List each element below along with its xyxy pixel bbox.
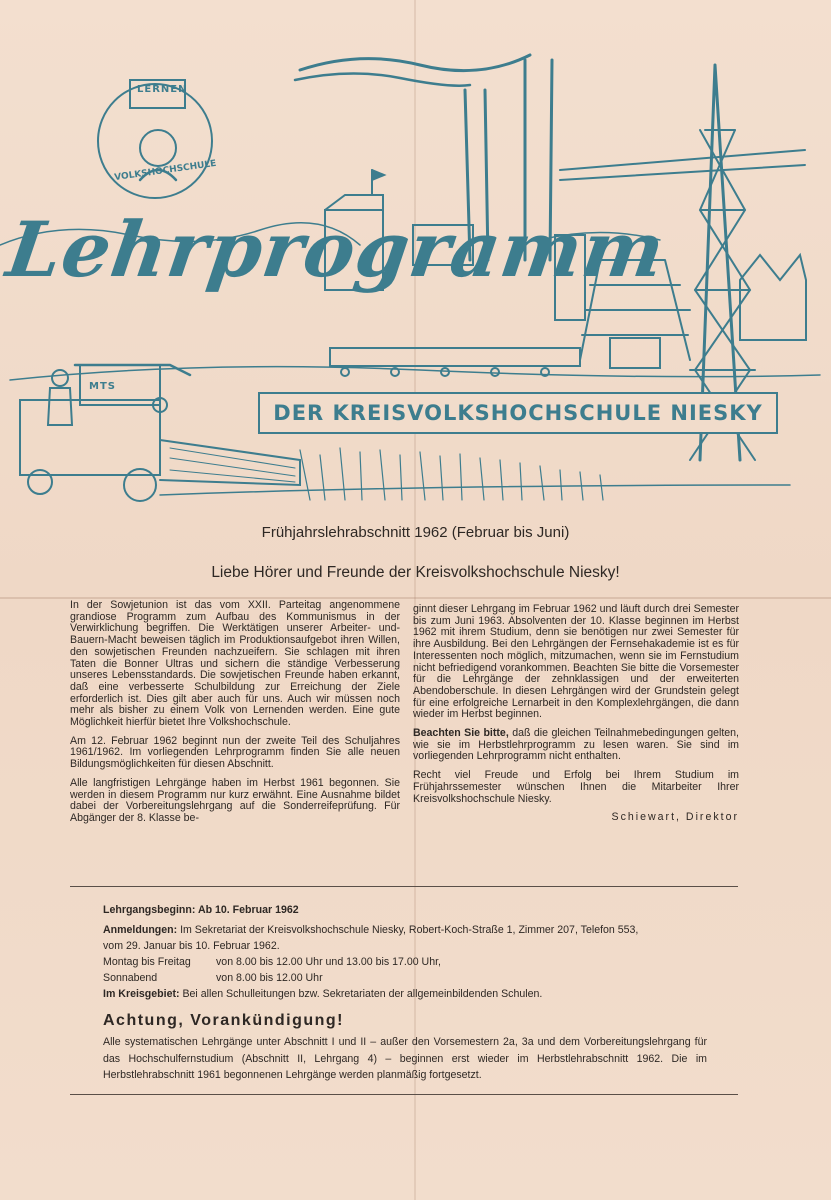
- school-banner: DER KREISVOLKSHOCHSCHULE NIESKY: [258, 392, 778, 434]
- office-hours-weekdays: [103, 954, 723, 970]
- notice-text: Alle systematischen Lehrgänge unter Abschnitt I und II – außer den Vorsemestern 2a, 3a und dem Vorbereitungslehrgang für das Hochschulfernstudium (Abschnitt II, Lehrgang 4) – beginnen erst wieder im Herbstlehrabschnitt 1962. Die im Herbstlehrabschnitt 1961 begonnenen Lehrgänge werden planmäßig fortgesetzt.: [103, 1036, 707, 1081]
- note-emphasis: Beachten Sie bitte,: [413, 727, 509, 740]
- letter-column-right: [413, 604, 739, 831]
- badge-label-top: LERNEN: [137, 84, 188, 95]
- district-line: [103, 986, 723, 1002]
- letter-paragraph: Am 12. Februar 1962 beginnt nun der zweite Teil des Schuljahres 1961/1962. Im vorliegenden Lehrprogramm finden Sie alle neuen Bildungsmöglichkeiten für diesen Abschnitt.: [70, 734, 400, 771]
- registration-info: [103, 902, 723, 1002]
- letter-closing: Recht viel Freude und Erfolg bei Ihrem Studium im Frühjahrssemester wünschen Ihnen die Mitarbeiter Ihrer Kreisvolkshochschule Niesky.: [413, 769, 739, 805]
- district-label: Im Kreisgebiet:: [103, 988, 180, 1000]
- letter-column-left: [70, 600, 400, 832]
- registration-text: Im Sekretariat der Kreisvolkshochschule Niesky, Robert-Koch-Straße 1, Zimmer 207, Telefon 553,: [177, 924, 639, 936]
- page-title: Lehrprogramm: [1, 205, 671, 294]
- course-start: Lehrgangsbeginn: Ab 10. Februar 1962: [103, 904, 299, 916]
- hours-day: Montag bis Freitag: [103, 956, 191, 968]
- notice-title: Achtung, Vorankündigung!: [103, 1012, 345, 1029]
- signature: Schiewart, Direktor: [611, 811, 739, 824]
- badge-label-bottom: VOLKSHOCHSCHULE: [113, 158, 217, 184]
- hours-day: Sonnabend: [103, 972, 158, 984]
- letter-paragraph: ginnt dieser Lehrgang im Februar 1962 und läuft durch drei Semester bis zum Juni 1963. Absolventen der 10. Klasse beginnen im Herbst 1962 mit ihrem Studium, denn sie benötigen nur zwei Semester für ihre Ausbildung. Bei den Lehrgängen der Fernsehakademie ist es für Interessenten noch möglich, mitzumachen, wenn sie im Fernstudium nicht befriedigend vorankommen. Beachten Sie bitte die Vorsemester für die Lehrgänge der zehnklassigen und der erweiterten Abendoberschule. In diesen Lehrgängen wird der Grundstein gelegt für eine erfolgreiche Lernarbeit in den Komplexlehrgängen, die dann wieder im Herbst beginnen.: [413, 603, 739, 721]
- divider-bottom: [70, 1094, 738, 1095]
- machine-label: MTS: [89, 381, 116, 392]
- hours-time: von 8.00 bis 12.00 Uhr und 13.00 bis 17.00 Uhr,: [216, 956, 441, 968]
- registration-line: [103, 922, 723, 938]
- note-text: daß die gleichen Teilnahmebedingungen gelten, wie sie im Herbstlehrprogramm zu lesen waren. Sie sind im vorliegenden Lehrprogramm nicht enthalten.: [413, 727, 740, 763]
- registration-label: Anmeldungen:: [103, 924, 178, 936]
- hours-time: von 8.00 bis 12.00 Uhr: [216, 972, 323, 984]
- greeting-subtitle: Liebe Hörer und Freunde der Kreisvolkshochschule Niesky!: [211, 564, 620, 581]
- district-text: Bei allen Schulleitungen bzw. Sekretariaten der allgemeinbildenden Schulen.: [179, 988, 543, 1000]
- term-subtitle: Frühjahrslehrabschnitt 1962 (Februar bis Juni): [261, 524, 570, 541]
- divider-top: [70, 886, 738, 887]
- office-hours-saturday: [103, 970, 723, 986]
- letter-paragraph: In der Sowjetunion ist das vom XXII. Parteitag angenommene grandiose Programm zum Aufbau des Kommunismus in der Verwirklichung begriffen. Die Werktätigen unserer Arbeiter- und-Bauern-Macht beweisen täglich im Produktionsaufgebot ihren Willen, den sowjetischen Freunden nachzueifern. Sie schlagen mit ihren Taten die Bonner Ultras und sichern die ständige Verbesserung unseres Lebensstandards. Die sowjetischen Freunde haben erkannt, daß eine verbesserte Schulbildung zur Erreichung der Ziele erforderlich ist. Dies gilt aber auch für uns. Auch wir müssen noch mehr als bisher zu einem Volk von Lernenden werden. Eine gute Möglichkeit hierfür bietet Ihre Volkshochschule.: [70, 599, 400, 729]
- letter-paragraph: Alle langfristigen Lehrgänge haben im Herbst 1961 begonnen. Sie werden in diesem Programm nur kurz erwähnt. Eine Ausnahme bildet dabei der Vorbereitungslehrgang auf die Sonderreifeprüfung. Für Abgänger der 8. Klasse be-: [70, 776, 400, 824]
- letter-paragraph-note: [413, 728, 739, 763]
- registration-dates: vom 29. Januar bis 10. Februar 1962.: [103, 940, 280, 952]
